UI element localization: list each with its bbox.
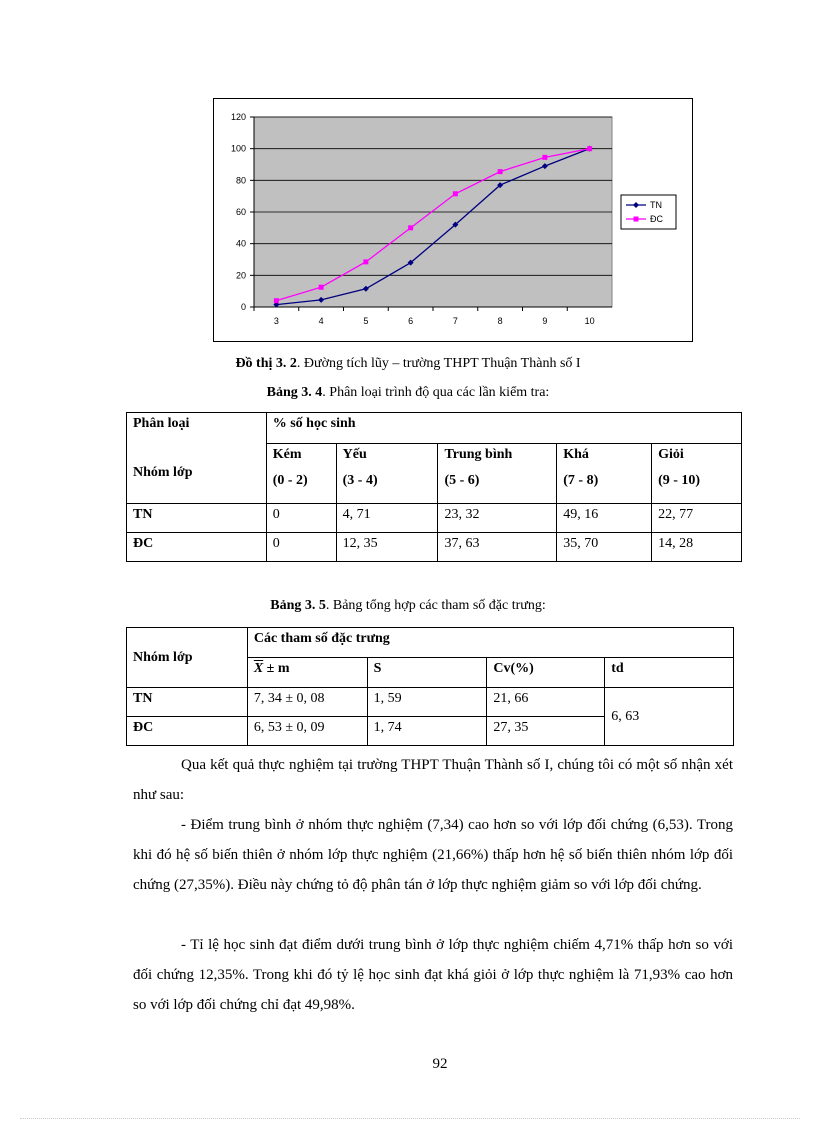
cell-td: 6, 63 (605, 688, 734, 746)
cell-s: 1, 74 (367, 717, 487, 746)
col-header-cv: Cv(%) (487, 658, 605, 688)
legend-box (621, 195, 676, 229)
chart-svg (214, 99, 692, 341)
page-number: 92 (432, 1056, 448, 1072)
col-name: Kém (272, 447, 302, 462)
cell-cv: 21, 66 (487, 688, 605, 717)
paragraph-intro: Qua kết quả thực nghiệm tại trường THPT Thuận Thành số I, chúng tôi có một số nhận xét như sau: (133, 757, 733, 803)
y-tick-label: 40 (235, 238, 246, 249)
header-group: Nhóm lớp (127, 628, 248, 688)
table-row (127, 533, 742, 562)
y-tick-label: 20 (235, 270, 246, 281)
col-range: (0 - 2) (272, 473, 308, 488)
col-header-td: td (605, 658, 734, 688)
legend-marker-ĐC (634, 217, 639, 222)
legend-label-TN: TN (650, 200, 662, 210)
col-header-s: S (367, 658, 487, 688)
data-point-ĐC (453, 191, 458, 196)
col-range: (7 - 8) (563, 473, 599, 488)
data-point-ĐC (408, 225, 413, 230)
x-tick-label: 9 (542, 316, 548, 326)
cell-value: 49, 16 (557, 504, 652, 533)
cell-s: 1, 59 (367, 688, 487, 717)
x-tick-label: 8 (497, 316, 503, 326)
row-group: TN (127, 688, 248, 717)
figure-caption (0, 356, 816, 372)
table-3-4-caption-label: Bảng 3. 4 (266, 385, 323, 400)
cell-value: 12, 35 (336, 533, 438, 562)
data-point-ĐC (587, 146, 592, 151)
x-tick-label: 3 (273, 316, 279, 326)
data-point-ĐC (319, 285, 324, 290)
col-header-gioi (652, 444, 742, 504)
col-header-mean (247, 658, 367, 688)
table-3-4-caption (0, 385, 816, 401)
figure-caption-text: . Đường tích lũy – trường THPT Thuận Thành số I (296, 356, 581, 371)
col-name: Trung bình (444, 447, 513, 462)
header-percent-students: % số học sinh (266, 413, 741, 444)
legend-label-ĐC: ĐC (650, 214, 663, 224)
table-3-5-caption-text: . Bảng tổng hợp các tham số đặc trưng: (325, 598, 546, 613)
col-name: Khá (563, 447, 589, 462)
table-row (127, 504, 742, 533)
header-classification (127, 413, 267, 504)
col-header-kem (266, 444, 336, 504)
paragraph-mean-comparison: - Điểm trung bình ở nhóm thực nghiệm (7,34) cao hơn so với lớp đối chứng (6,53). Trong khi đó hệ số biến thiên ở nhóm lớp thực nghiệm (21,66%) thấp hơn hệ số biến thiên nhóm lớp đối chứng (27,35%). Điều này chứng tỏ độ phân tán ở lớp thực nghiệm giảm so với lớp đối chứng. (133, 817, 733, 893)
data-point-ĐC (363, 259, 368, 264)
cell-value: 0 (266, 533, 336, 562)
cell-value: 22, 77 (652, 504, 742, 533)
y-tick-label: 60 (235, 207, 246, 217)
cumulative-line-chart (213, 98, 693, 342)
data-point-ĐC (274, 298, 279, 303)
x-tick-label: 5 (363, 316, 369, 326)
x-bar-symbol: $\overline{X}$ (253, 661, 264, 676)
page-bottom-border (20, 1118, 800, 1119)
col-name: Giỏi (658, 447, 684, 462)
cell-value: 4, 71 (336, 504, 438, 533)
cell-value: 37, 63 (438, 533, 557, 562)
table-3-5-caption (0, 598, 816, 614)
col-range: (3 - 4) (342, 473, 378, 488)
data-point-ĐC (498, 169, 503, 174)
header-parameters: Các tham số đặc trưng (247, 628, 733, 658)
x-tick-label: 6 (408, 316, 414, 326)
col-header-kha (557, 444, 652, 504)
table-row (127, 688, 734, 717)
col-range: (9 - 10) (658, 473, 701, 488)
header-classification-bottom: Nhóm lớp (133, 465, 193, 480)
table-3-4 (126, 412, 742, 562)
col-header-yeu (336, 444, 438, 504)
col-name: Yếu (342, 447, 367, 462)
y-tick-label: 80 (235, 175, 246, 186)
table-3-5-caption-label: Bảng 3. 5 (270, 598, 326, 613)
row-group: ĐC (127, 533, 267, 562)
cell-value: 14, 28 (652, 533, 742, 562)
x-tick-label: 10 (584, 316, 595, 326)
paragraph-rate-comparison: - Tỉ lệ học sinh đạt điểm dưới trung bình ở lớp thực nghiệm chiếm 4,71% thấp hơn so với đối chứng 12,35%. Trong khi đó tỷ lệ học sinh đạt khá giỏi ở lớp thực nghiệm là 71,93% cao hơn so với lớp đối chứng chỉ đạt 49,98%. (133, 937, 733, 1013)
table-3-5 (126, 627, 734, 746)
y-tick-label: 120 (230, 112, 246, 122)
cell-value: 35, 70 (557, 533, 652, 562)
row-group: TN (127, 504, 267, 533)
cell-cv: 27, 35 (487, 717, 605, 746)
col-range: (5 - 6) (444, 473, 480, 488)
cell-value: 23, 32 (438, 504, 557, 533)
col-header-trung-binh (438, 444, 557, 504)
x-tick-label: 7 (452, 316, 458, 326)
y-tick-label: 0 (240, 302, 246, 312)
y-tick-label: 100 (230, 143, 246, 154)
header-classification-top: Phân loại (133, 416, 190, 431)
cell-value: 0 (266, 504, 336, 533)
col-header-mean-rest: ± m (263, 661, 290, 676)
x-tick-label: 4 (318, 316, 324, 326)
table-3-4-caption-text: . Phân loại trình độ qua các lần kiểm tra: (322, 385, 550, 400)
cell-mean: 7, 34 ± 0, 08 (247, 688, 367, 717)
figure-caption-label: Đồ thị 3. 2 (235, 356, 297, 371)
cell-mean: 6, 53 ± 0, 09 (247, 717, 367, 746)
row-group: ĐC (127, 717, 248, 746)
data-point-ĐC (542, 155, 547, 160)
